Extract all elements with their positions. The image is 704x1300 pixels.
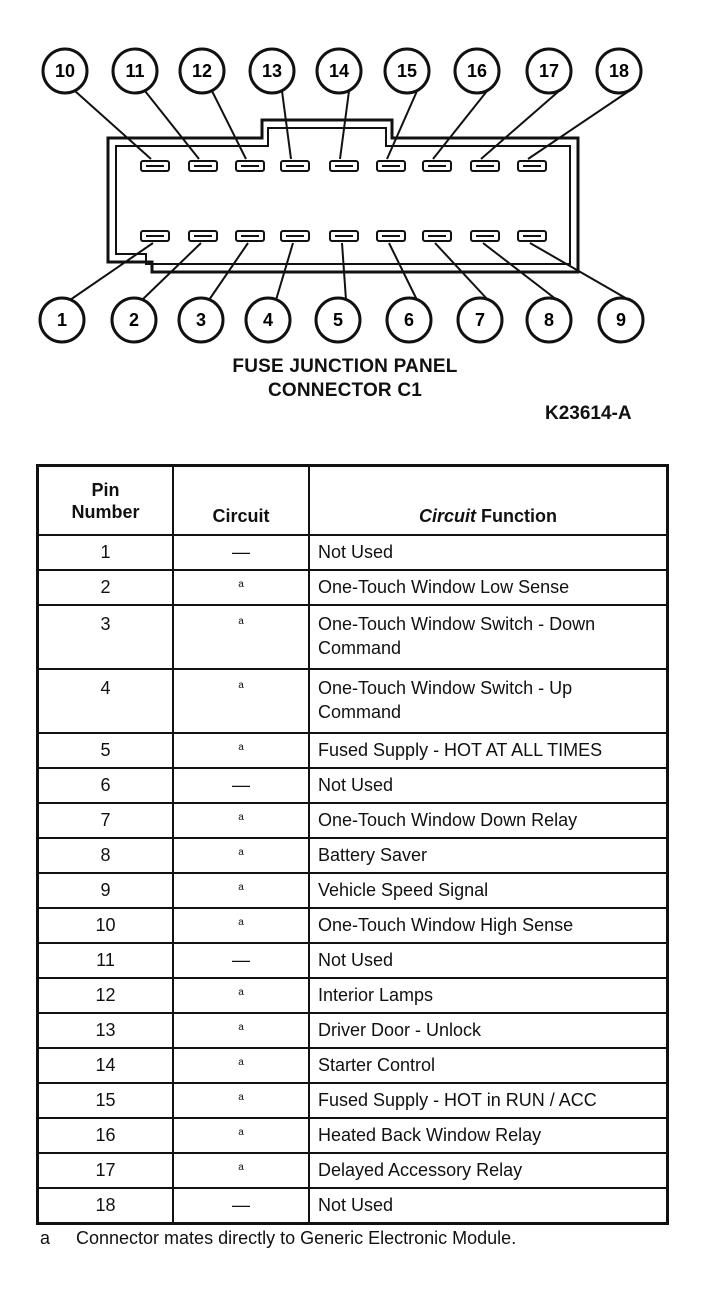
circuit-function-cell: One-Touch Window Switch - Down Command — [309, 605, 668, 669]
circuit-function-cell: One-Touch Window High Sense — [309, 908, 668, 943]
circuit-cell — [173, 570, 309, 605]
table-row — [38, 1013, 668, 1048]
circuit-function-cell: One-Touch Window Low Sense — [309, 570, 668, 605]
pin-number-cell: 11 — [38, 943, 174, 978]
circuit-cell — [173, 978, 309, 1013]
table-row — [38, 1083, 668, 1118]
circuit-cell — [173, 605, 309, 669]
pin-callout-label: 12 — [191, 61, 213, 81]
not-used-dash: — — [232, 950, 250, 970]
pin-callout-label: 8 — [543, 310, 555, 330]
header-circuit: Circuit — [173, 466, 309, 536]
pin-callout-label: 5 — [332, 310, 344, 330]
leader-line — [70, 243, 153, 300]
circuit-function-cell: Battery Saver — [309, 838, 668, 873]
pin-callout-label: 1 — [56, 310, 68, 330]
footnote-text: Connector mates directly to Generic Electronic Module. — [76, 1228, 517, 1248]
pin-number-cell: 10 — [38, 908, 174, 943]
pin-number-cell: 14 — [38, 1048, 174, 1083]
header-circuit-function — [309, 466, 668, 536]
circuit-cell — [173, 908, 309, 943]
pin-callout-label: 4 — [262, 310, 274, 330]
pin-number-cell: 7 — [38, 803, 174, 838]
circuit-function-cell: Not Used — [309, 1188, 668, 1224]
pin-callout-label: 15 — [396, 61, 418, 81]
header-pin-line2: Number — [71, 501, 140, 522]
pin-number-cell: 3 — [38, 605, 174, 669]
not-used-dash: — — [232, 542, 250, 562]
pin-number-cell: 4 — [38, 669, 174, 733]
table-row — [38, 978, 668, 1013]
pin-number-cell: 13 — [38, 1013, 174, 1048]
pin-number-cell: 1 — [38, 535, 174, 570]
header-function-italic: Circuit — [419, 506, 477, 526]
pin-callout-label: 6 — [403, 310, 415, 330]
circuit-function-cell: Delayed Accessory Relay — [309, 1153, 668, 1188]
circuit-cell — [173, 1013, 309, 1048]
table-row — [38, 1048, 668, 1083]
footnote-marker: a — [238, 579, 244, 590]
top-pin-callouts — [43, 49, 641, 171]
footnote-marker: a — [238, 812, 244, 823]
circuit-cell — [173, 873, 309, 908]
circuit-cell — [173, 768, 309, 803]
header-function-rest: Function — [476, 506, 557, 526]
circuit-function-cell: Fused Supply - HOT AT ALL TIMES — [309, 733, 668, 768]
diagram-caption-title: FUSE JUNCTION PANEL — [232, 356, 458, 377]
footnote-marker: a — [238, 1057, 244, 1068]
leader-line — [433, 91, 487, 159]
pin-callout-label: 14 — [328, 61, 350, 81]
table-row — [38, 733, 668, 768]
pin-number-cell: 12 — [38, 978, 174, 1013]
circuit-function-cell: One-Touch Window Down Relay — [309, 803, 668, 838]
footnote-marker: a — [238, 1022, 244, 1033]
circuit-function-cell: Vehicle Speed Signal — [309, 873, 668, 908]
pin-number-cell: 17 — [38, 1153, 174, 1188]
leader-line — [75, 91, 151, 159]
circuit-cell — [173, 1153, 309, 1188]
pin-callout-label: 7 — [474, 310, 486, 330]
circuit-function-cell: Driver Door - Unlock — [309, 1013, 668, 1048]
footnote-marker: a — [238, 1092, 244, 1103]
circuit-function-cell: Heated Back Window Relay — [309, 1118, 668, 1153]
circuit-cell — [173, 1188, 309, 1224]
header-pin-number — [38, 466, 174, 536]
circuit-function-cell: Not Used — [309, 943, 668, 978]
circuit-function-cell: Interior Lamps — [309, 978, 668, 1013]
leader-line — [481, 91, 559, 159]
pin-number-cell: 18 — [38, 1188, 174, 1224]
footnote-marker: a — [238, 742, 244, 753]
header-pin-line1: Pin — [91, 479, 120, 500]
pin-number-cell: 9 — [38, 873, 174, 908]
circuit-cell — [173, 838, 309, 873]
pin-number-cell: 15 — [38, 1083, 174, 1118]
table-row — [38, 535, 668, 570]
leader-line — [212, 91, 246, 159]
circuit-cell — [173, 669, 309, 733]
pin-callout-label: 11 — [125, 61, 145, 81]
table-header-row — [38, 466, 668, 536]
circuit-function-cell: One-Touch Window Switch - Up Command — [309, 669, 668, 733]
footnote-marker: a — [238, 987, 244, 998]
circuit-function-cell: Starter Control — [309, 1048, 668, 1083]
circuit-function-cell: Not Used — [309, 768, 668, 803]
leader-line — [340, 91, 349, 159]
table-row — [38, 605, 668, 669]
footnote-marker: a — [238, 917, 244, 928]
footnote-marker: a — [238, 1127, 244, 1138]
table-row — [38, 943, 668, 978]
footnote-marker: a — [238, 1162, 244, 1173]
pin-function-table — [36, 464, 669, 1225]
pin-number-cell: 16 — [38, 1118, 174, 1153]
circuit-function-cell: Not Used — [309, 535, 668, 570]
circuit-cell — [173, 1083, 309, 1118]
table-row — [38, 803, 668, 838]
not-used-dash: — — [232, 1195, 250, 1215]
not-used-dash: — — [232, 775, 250, 795]
pin-number-cell: 8 — [38, 838, 174, 873]
leader-line — [145, 91, 199, 159]
footnote-marker: a — [238, 847, 244, 858]
pin-callout-label: 13 — [261, 61, 283, 81]
circuit-cell — [173, 535, 309, 570]
table-row — [38, 570, 668, 605]
pin-callout-label: 16 — [466, 61, 488, 81]
table-row — [38, 908, 668, 943]
pin-number-cell: 5 — [38, 733, 174, 768]
pin-callout-label: 9 — [615, 310, 627, 330]
footnote-marker: a — [238, 616, 244, 627]
pin-number-cell: 6 — [38, 768, 174, 803]
footnote-marker: a — [238, 680, 244, 691]
table-row — [38, 1118, 668, 1153]
figure-id: K23614-A — [545, 403, 632, 424]
pin-callout-label: 10 — [54, 61, 76, 81]
footnote — [40, 1228, 516, 1249]
footnote-mark: a — [40, 1228, 51, 1248]
table-row — [38, 1153, 668, 1188]
pin-callout-label: 3 — [195, 310, 207, 330]
circuit-function-cell: Fused Supply - HOT in RUN / ACC — [309, 1083, 668, 1118]
table-row — [38, 669, 668, 733]
pin-callout-label: 17 — [538, 61, 560, 81]
table-row — [38, 768, 668, 803]
circuit-cell — [173, 733, 309, 768]
leader-line — [282, 91, 291, 159]
pin-callout-label: 2 — [128, 310, 140, 330]
table-row — [38, 1188, 668, 1224]
circuit-cell — [173, 1118, 309, 1153]
diagram-caption-subtitle: CONNECTOR C1 — [267, 380, 423, 401]
pin-callout-label: 18 — [608, 61, 630, 81]
bottom-pin-callouts — [40, 231, 643, 342]
table-row — [38, 838, 668, 873]
table-row — [38, 873, 668, 908]
footnote-marker: a — [238, 882, 244, 893]
circuit-cell — [173, 943, 309, 978]
circuit-cell — [173, 1048, 309, 1083]
pin-number-cell: 2 — [38, 570, 174, 605]
circuit-cell — [173, 803, 309, 838]
